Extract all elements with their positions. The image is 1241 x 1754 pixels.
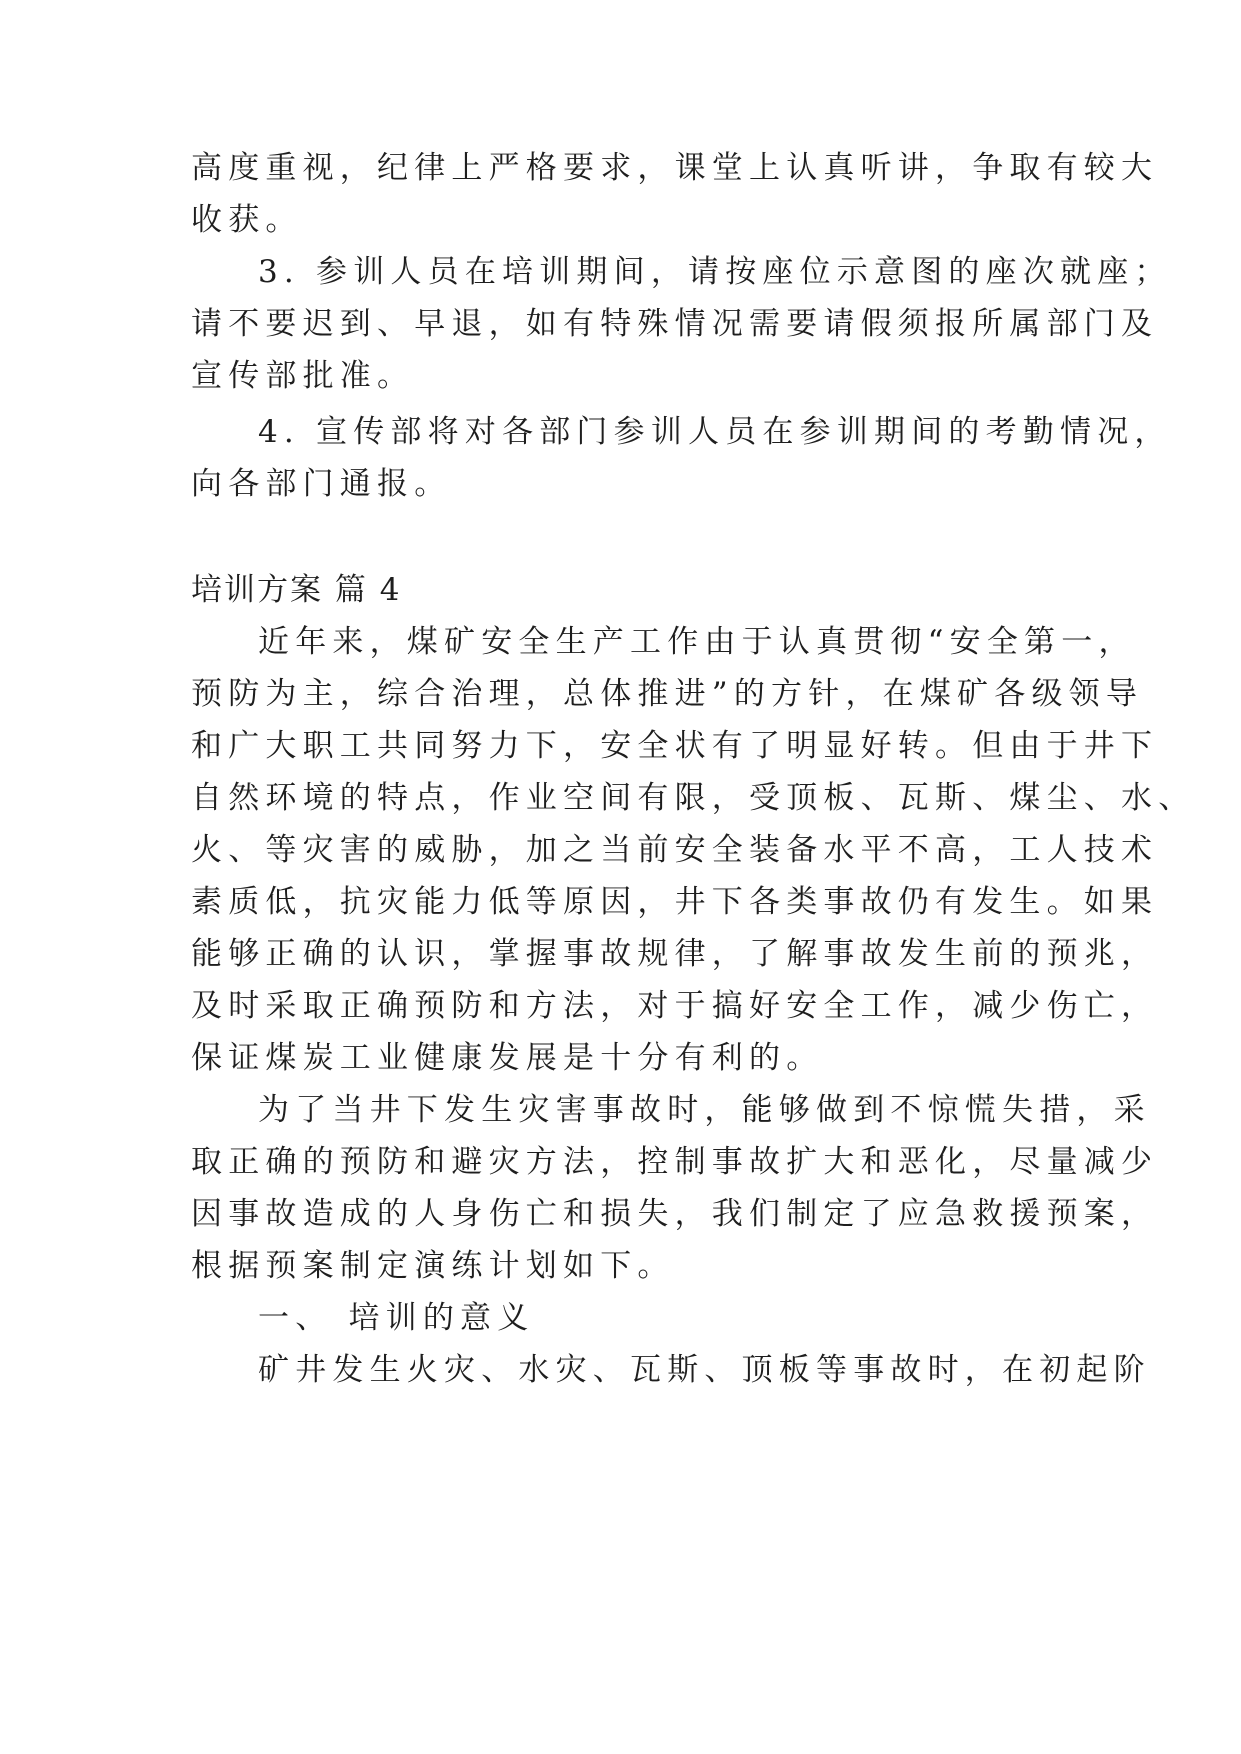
paragraph-line: 因事故造成的人身伤亡和损失，我们制定了应急救援预案， (191, 1196, 1159, 1232)
paragraph-line: 矿井发生火灾、水灾、瓦斯、顶板等事故时，在初起阶 (258, 1352, 1151, 1388)
paragraph-line: 宣传部批准。 (191, 358, 415, 394)
paragraph-line: 和广大职工共同努力下，安全状有了明显好转。但由于井下 (191, 728, 1159, 764)
paragraph-line: 高度重视，纪律上严格要求，课堂上认真听讲，争取有较大 (191, 150, 1159, 186)
paragraph-line: 素质低，抗灾能力低等原因，井下各类事故仍有发生。如果 (191, 884, 1159, 920)
paragraph-line: 近年来，煤矿安全生产工作由于认真贯彻“安全第一， (258, 624, 1136, 660)
paragraph-line: 及时采取正确预防和方法，对于搞好安全工作，减少伤亡， (191, 988, 1159, 1024)
paragraph-line: 根据预案制定演练计划如下。 (191, 1248, 675, 1284)
paragraph-line: 能够正确的认识，掌握事故规律，了解事故发生前的预兆， (191, 936, 1159, 972)
paragraph-line: 4. 宣传部将对各部门参训人员在参训期间的考勤情况， (258, 414, 1172, 450)
section-heading: 培训方案 篇 4 (191, 572, 402, 608)
paragraph-line: 请不要迟到、早退，如有特殊情况需要请假须报所属部门及 (191, 306, 1159, 342)
paragraph-line: 向各部门通报。 (191, 466, 452, 502)
paragraph-line: 收获。 (191, 202, 303, 238)
paragraph-line: 取正确的预防和避灾方法，控制事故扩大和恶化，尽量减少 (191, 1144, 1159, 1180)
paragraph-line: 自然环境的特点，作业空间有限，受顶板、瓦斯、煤尘、水、 (191, 780, 1196, 816)
paragraph-line: 为了当井下发生灾害事故时，能够做到不惊慌失措，采 (258, 1092, 1151, 1128)
subsection-heading: 一、 培训的意义 (258, 1300, 535, 1336)
paragraph-line: 预防为主，综合治理，总体推进”的方针，在煤矿各级领导 (191, 676, 1144, 712)
paragraph-line: 火、等灾害的威胁，加之当前安全装备水平不高，工人技术 (191, 832, 1159, 868)
paragraph-line: 3. 参训人员在培训期间，请按座位示意图的座次就座； (258, 254, 1172, 290)
paragraph-line: 保证煤炭工业健康发展是十分有利的。 (191, 1040, 824, 1076)
